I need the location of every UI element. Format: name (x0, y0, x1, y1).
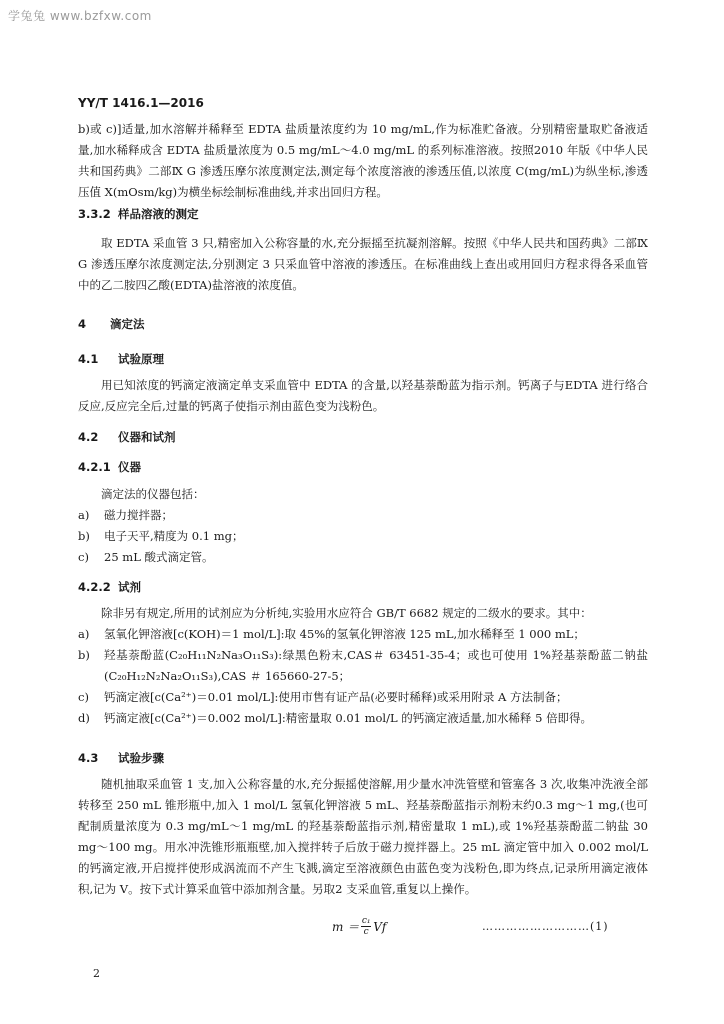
paragraph-reagents-intro: 除非另有规定,所用的试剂应为分析纯,实验用水应符合 GB/T 6682 规定的二级水的要求。其中： (101, 606, 592, 620)
section-title: 样品溶液的测定 (118, 207, 199, 221)
list-text: 电子天平,精度为 0.1 mg； (104, 529, 244, 543)
page-number: 2 (93, 967, 100, 980)
section-number: 4.2.1 (78, 460, 111, 474)
section-number: 4.2 (78, 430, 99, 444)
list-label: d) (78, 711, 90, 725)
heading-4 (78, 316, 145, 332)
formula-rhs: Vf (373, 919, 387, 934)
list-text: 羟基萘酚蓝(C₂₀H₁₁N₂Na₃O₁₁S₃):绿黑色粉末,CAS＃ 63451-35-4；或也可使用 1%羟基萘酚蓝二钠盐(C₂₀H₁₂N₂Na₂O₁₁S₃),CAS ＃ 165660-27-5； (104, 648, 648, 683)
list-text: 钙滴定液[c(Ca²⁺)＝0.002 mol/L]:精密量取 0.01 mol/L 的钙滴定液适量,加水稀释 5 倍即得。 (104, 711, 593, 725)
formula-lhs: m ＝ (332, 920, 360, 934)
list-label: c) (78, 690, 89, 704)
list-item-instrument (78, 505, 648, 526)
heading-4-2-2 (78, 579, 141, 595)
section-title: 试验步骤 (118, 751, 164, 765)
list-label: a) (78, 508, 90, 522)
section-title: 仪器 (118, 460, 141, 474)
section-title: 仪器和试剂 (118, 430, 176, 444)
section-number: 3.3.2 (78, 207, 111, 221)
heading-4-2-1 (78, 459, 141, 475)
paragraph-sample-measurement: 取 EDTA 采血管 3 只,精密加入公称容量的水,充分振摇至抗凝剂溶解。按照《中华人民共和国药典》二部Ⅸ G 渗透压摩尔浓度测定法,分别测定 3 只采血管中溶液的渗透压。在标准曲线上查出或用回归方程求得各采血管中的乙二胺四乙酸(EDTA)盐溶液的浓度值。 (78, 236, 648, 292)
list-item-instrument (78, 547, 648, 568)
list-label: a) (78, 627, 90, 641)
heading-3-3-2 (78, 206, 199, 222)
list-text: 钙滴定液[c(Ca²⁺)＝0.01 mol/L]:使用市售有证产品(必要时稀释)或采用附录 A 方法制备； (104, 690, 568, 704)
list-text: 磁力搅拌器； (104, 508, 173, 522)
list-item-reagent (78, 708, 648, 729)
list-text: 氢氧化钾溶液[c(KOH)＝1 mol/L]:取 45%的氢氧化钾溶液 125 mL,加水稀释至 1 000 mL； (104, 627, 585, 641)
paragraph-test-principle: 用已知浓度的钙滴定液滴定单支采血管中 EDTA 的含量,以羟基萘酚蓝为指示剂。钙离子与EDTA 进行络合反应,反应完全后,过量的钙离子使指示剂由蓝色变为浅粉色。 (78, 378, 648, 413)
formula (332, 916, 386, 937)
list-item-reagent (78, 687, 648, 708)
standard-number: YY/T 1416.1—2016 (78, 96, 204, 110)
list-item-instrument (78, 526, 648, 547)
section-title: 滴定法 (110, 317, 145, 331)
section-number: 4.2.2 (78, 580, 111, 594)
section-number: 4.3 (78, 751, 99, 765)
list-label: b) (78, 648, 90, 662)
section-number: 4 (78, 317, 87, 331)
section-title: 试剂 (118, 580, 141, 594)
list-text: 25 mL 酸式滴定管。 (104, 550, 214, 564)
paragraph-instruments-intro: 滴定法的仪器包括： (101, 487, 205, 501)
heading-4-2 (78, 429, 176, 445)
watermark: 学兔兔 www.bzfxw.com (8, 9, 152, 23)
section-title: 试验原理 (118, 352, 164, 366)
list-label: b) (78, 529, 90, 543)
formula-fraction (361, 916, 371, 937)
paragraph-standard-solution: b)或 c)]适量,加水溶解并稀释至 EDTA 盐质量浓度约为 10 mg/mL,作为标准贮备液。分别精密量取贮备液适量,加水稀释成含 EDTA 盐质量浓度为 0.5 mg/mL～4.0 mg/mL 的系列标准溶液。按照2010 年版《中华人民共和国药典》二部Ⅸ G 渗透压摩尔浓度测定法,测定每个浓度溶液的渗透压值,以浓度 C(mg/mL)为纵坐标,渗透压值 X(mOsm/kg)为横坐标绘制标准曲线,并求出回归方程。 (78, 122, 648, 199)
fraction-denominator: c (363, 927, 369, 937)
list-item-reagent (78, 645, 648, 687)
paragraph-test-procedure: 随机抽取采血管 1 支,加入公称容量的水,充分振摇使溶解,用少量水冲洗管壁和管塞各 3 次,收集冲洗液全部转移至 250 mL 锥形瓶中,加入 1 mol/L 氢氧化钾溶液 5 mL、羟基萘酚蓝指示剂粉末约0.3 mg～1 mg,(也可配制质量浓度为 0.3 mg/mL～1 mg/mL 的羟基萘酚蓝指示剂,精密量取 1 mL),或 1%羟基萘酚蓝二钠盐 30 mg～100 mg。用水冲洗锥形瓶瓶壁,加入搅拌转子后放于磁力搅拌器上。25 mL 滴定管中加入 0.002 mol/L 的钙滴定液,开启搅拌使形成涡流而不产生飞溅,滴定至溶液颜色由蓝色变为浅粉色,即为终点,记录所用滴定液体积,记为 V。按下式计算采血管中添加剂含量。另取2 支采血管,重复以上操作。 (78, 777, 648, 896)
section-number: 4.1 (78, 352, 99, 366)
list-label: c) (78, 550, 89, 564)
list-item-reagent (78, 624, 648, 645)
formula-number: ………………………(1) (482, 920, 609, 933)
heading-4-3 (78, 750, 164, 766)
fraction-numerator: c₁ (361, 916, 371, 926)
heading-4-1 (78, 351, 164, 367)
